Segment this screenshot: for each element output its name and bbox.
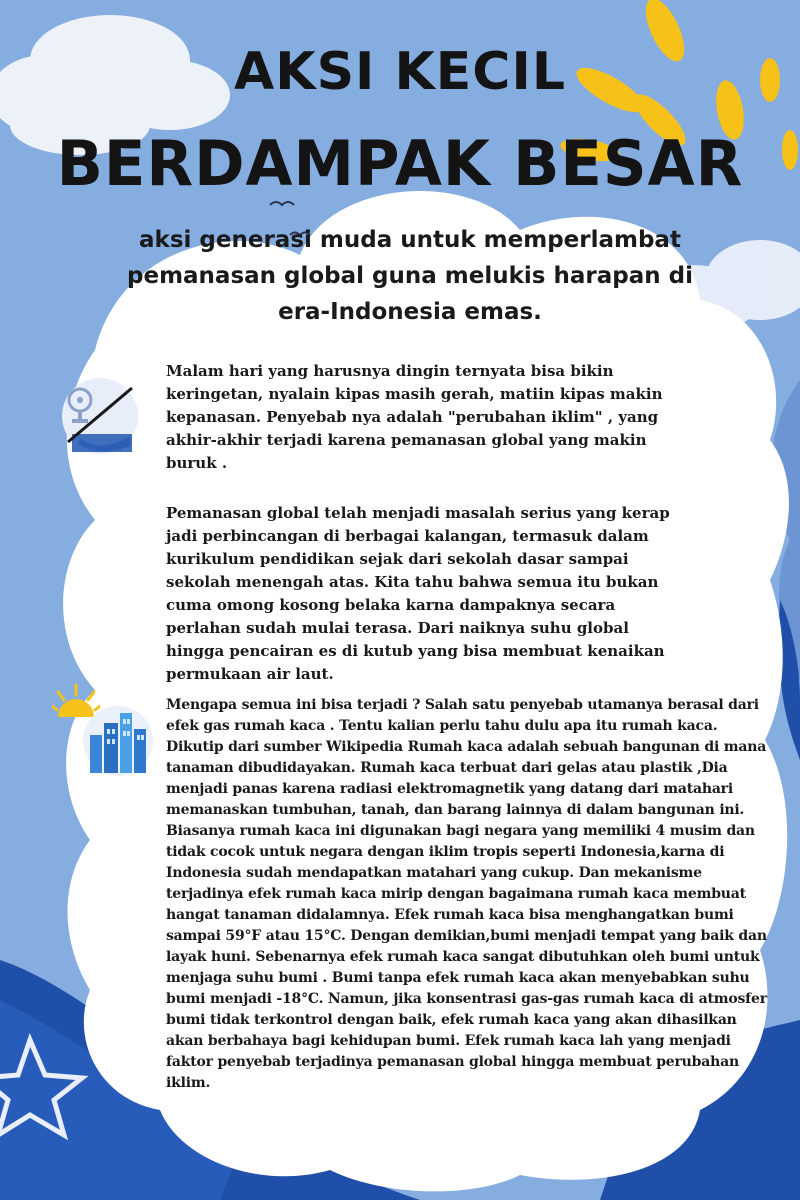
paragraph-intro: Malam hari yang harusnya dingin ternyata bisa bikin keringetan, nyalain kipas masih gerah, matiin kipas makin kepanasan. Penyebab nya adalah "perubahan iklim" , yang akhir-akhir terjadi karena pemanasan global yang makin buruk . — [166, 362, 663, 472]
city-buildings-icon — [82, 705, 154, 777]
title-line-2: BERDAMPAK BESAR — [56, 127, 744, 200]
subtitle: aksi generasi muda untuk memperlambat pemanasan global guna melukis harapan di era-Indonesia emas. — [127, 227, 693, 325]
paragraph-global-warming: Pemanasan global telah menjadi masalah serius yang kerap jadi perbincangan di berbagai kalangan, termasuk dalam kurikulum pendidikan sejak dari sekolah dasar sampai sekolah menengah atas. Kita tahu bahwa semua itu bukan cuma omong kosong belaka karna dampaknya secara perlahan sudah mulai terasa. Dari naiknya suhu global hingga pencairan es di kutub yang bisa membuat kenaikan permukaan air laut. — [166, 504, 670, 683]
title-line-1: AKSI KECIL — [234, 42, 566, 102]
fan-icon — [60, 376, 140, 456]
paragraph-greenhouse-effect: Mengapa semua ini bisa terjadi ? Salah satu penyebab utamanya berasal dari efek gas rumah kaca . Tentu kalian perlu tahu dulu apa itu rumah kaca. Dikutip dari sumber Wikipedia Rumah kaca adalah sebuah bangunan di mana tanaman dibudidayakan. Rumah kaca terbuat dari gelas atau plastik ,Dia menjadi panas karena radiasi elektromagnetik yang datang dari matahari memanaskan tumbuhan, tanah, dan barang lainnya di dalam bangunan ini. Biasanya rumah kaca ini digunakan bagi negara yang memiliki 4 musim dan tidak cocok untuk negara dengan iklim tropis seperti Indonesia,karna di Indonesia sudah mendapatkan matahari yang cukup. Dan mekanisme terjadinya efek rumah kaca mirip dengan bagaimana rumah kaca membuat hangat tanaman didalamnya. Efek rumah kaca bisa menghangatkan bumi sampai 59°F atau 15°C. Dengan demikian,bumi menjadi tempat yang baik dan layak huni. Sebenarnya efek rumah kaca sangat dibutuhkan oleh bumi untuk menjaga suhu bumi . Bumi tanpa efek rumah kaca akan menyebabkan suhu bumi menjadi -18°C. Namun, jika konsentrasi gas-gas rumah kaca di atmosfer bumi tidak terkontrol dengan baik, efek rumah kaca yang akan dihasilkan akan berbahaya bagi kehidupan bumi. Efek rumah kaca lah yang menjadi faktor penyebab terjadinya pemanasan global hingga membuat perubahan iklim. — [166, 697, 767, 1091]
